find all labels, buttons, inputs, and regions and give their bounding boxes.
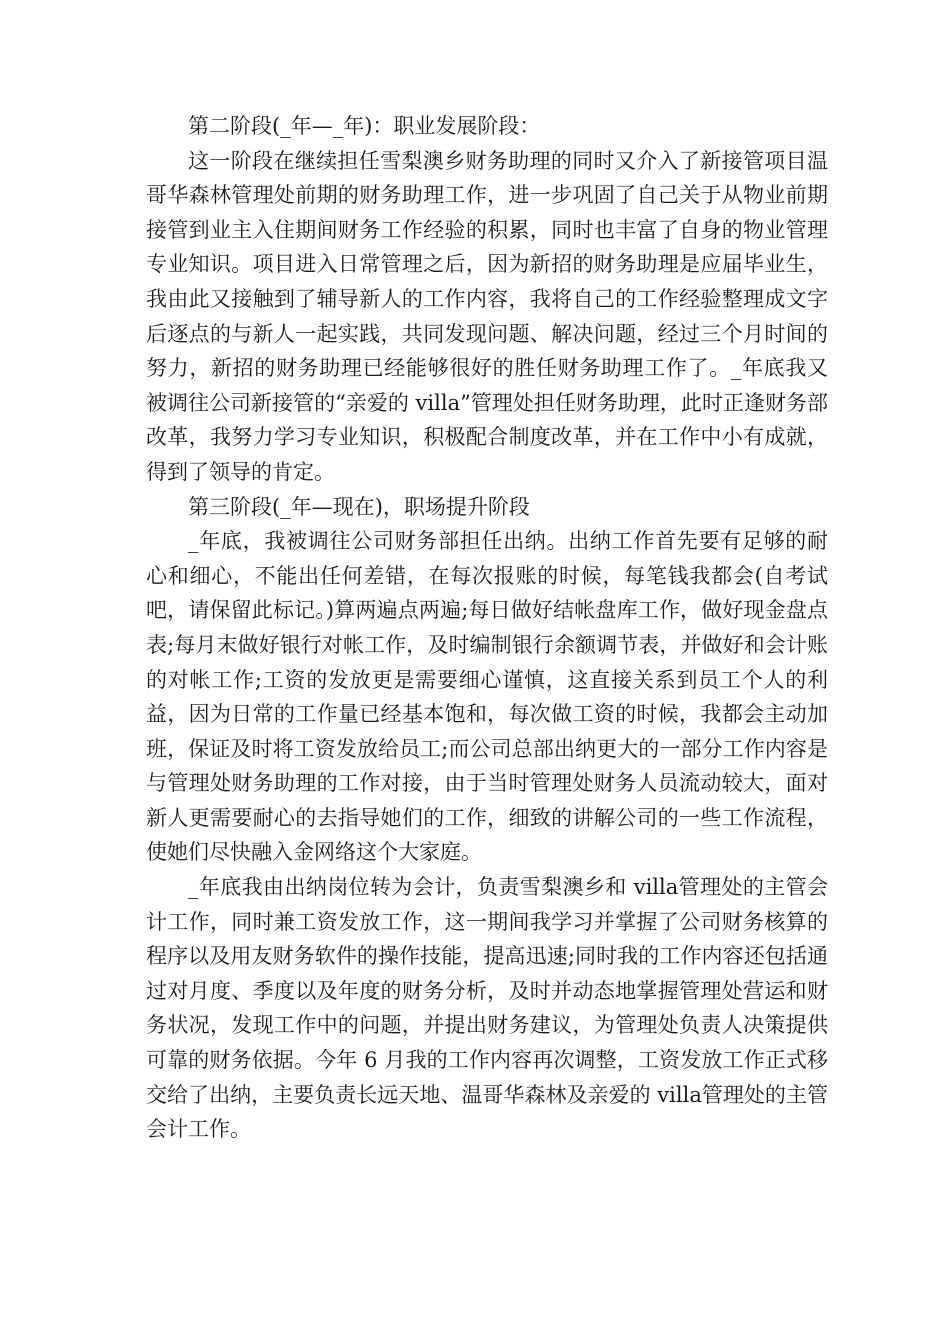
paragraph-accountant: _年底我由出纳岗位转为会计，负责雪梨澳乡和 villa管理处的主管会计工作，同时兼工资发放工作，这一期间我学习并掌握了公司财务核算的程序以及用友财务软件的操作技能，提高迅速;同时我的工作内容还包括通过对月度、季度以及年度的财务分析，及时并动态地掌握管理处营运和财务状况，发现工作中的问题，并提出财务建议，为管理处负责人决策提供可靠的财务依据。今年 6 月我的工作内容再次调整，工资发放工作正式移交给了出纳，主要负责长远天地、温哥华森林及亲爱的 villa管理处的主管会计工作。 (146, 875, 828, 1142)
section-heading-stage-two: 第二阶段(_年—_年)：职业发展阶段： (188, 114, 541, 138)
paragraph-stage-two: 这一阶段在继续担任雪梨澳乡财务助理的同时又介入了新接管项目温哥华森林管理处前期的财务助理工作，进一步巩固了自己关于从物业前期接管到业主入住期间财务工作经验的积累，同时也丰富了自身的物业管理专业知识。项目进入日常管理之后，因为新招的财务助理是应届毕业生，我由此又接触到了辅导新人的工作内容，我将自己的工作经验整理成文字后逐点的与新人一起实践，共同发现问题、解决问题，经过三个月时间的努力，新招的财务助理已经能够很好的胜任财务助理工作了。_年底我又被调往公司新接管的“亲爱的 villa”管理处担任财务助理，此时正逢财务部改革，我努力学习专业知识，积极配合制度改革，并在工作中小有成就，得到了领导的肯定。 (146, 148, 828, 484)
paragraph-cashier: _年底，我被调往公司财务部担任出纳。出纳工作首先要有足够的耐心和细心，不能出任何差错，在每次报账的时候，每笔钱我都会(自考试吧，请保留此标记。)算两遍点两遍;每日做好结帐盘库工作，做好现金盘点表;每月末做好银行对帐工作，及时编制银行余额调节表，并做好和会计账的对帐工作;工资的发放更是需要细心谨慎，这直接关系到员工个人的利益，因为日常的工作量已经基本饱和，每次做工资的时候，我都会主动加班，保证及时将工资发放给员工;而公司总部出纳更大的一部分工作内容是与管理处财务助理的工作对接，由于当时管理处财务人员流动较大，面对新人更需要耐心的去指导她们的工作，细致的讲解公司的一些工作流程，使她们尽快融入金网络这个大家庭。 (146, 529, 828, 865)
section-heading-stage-three: 第三阶段(_年—现在)，职场提升阶段 (188, 494, 530, 519)
document-body (146, 109, 828, 1147)
